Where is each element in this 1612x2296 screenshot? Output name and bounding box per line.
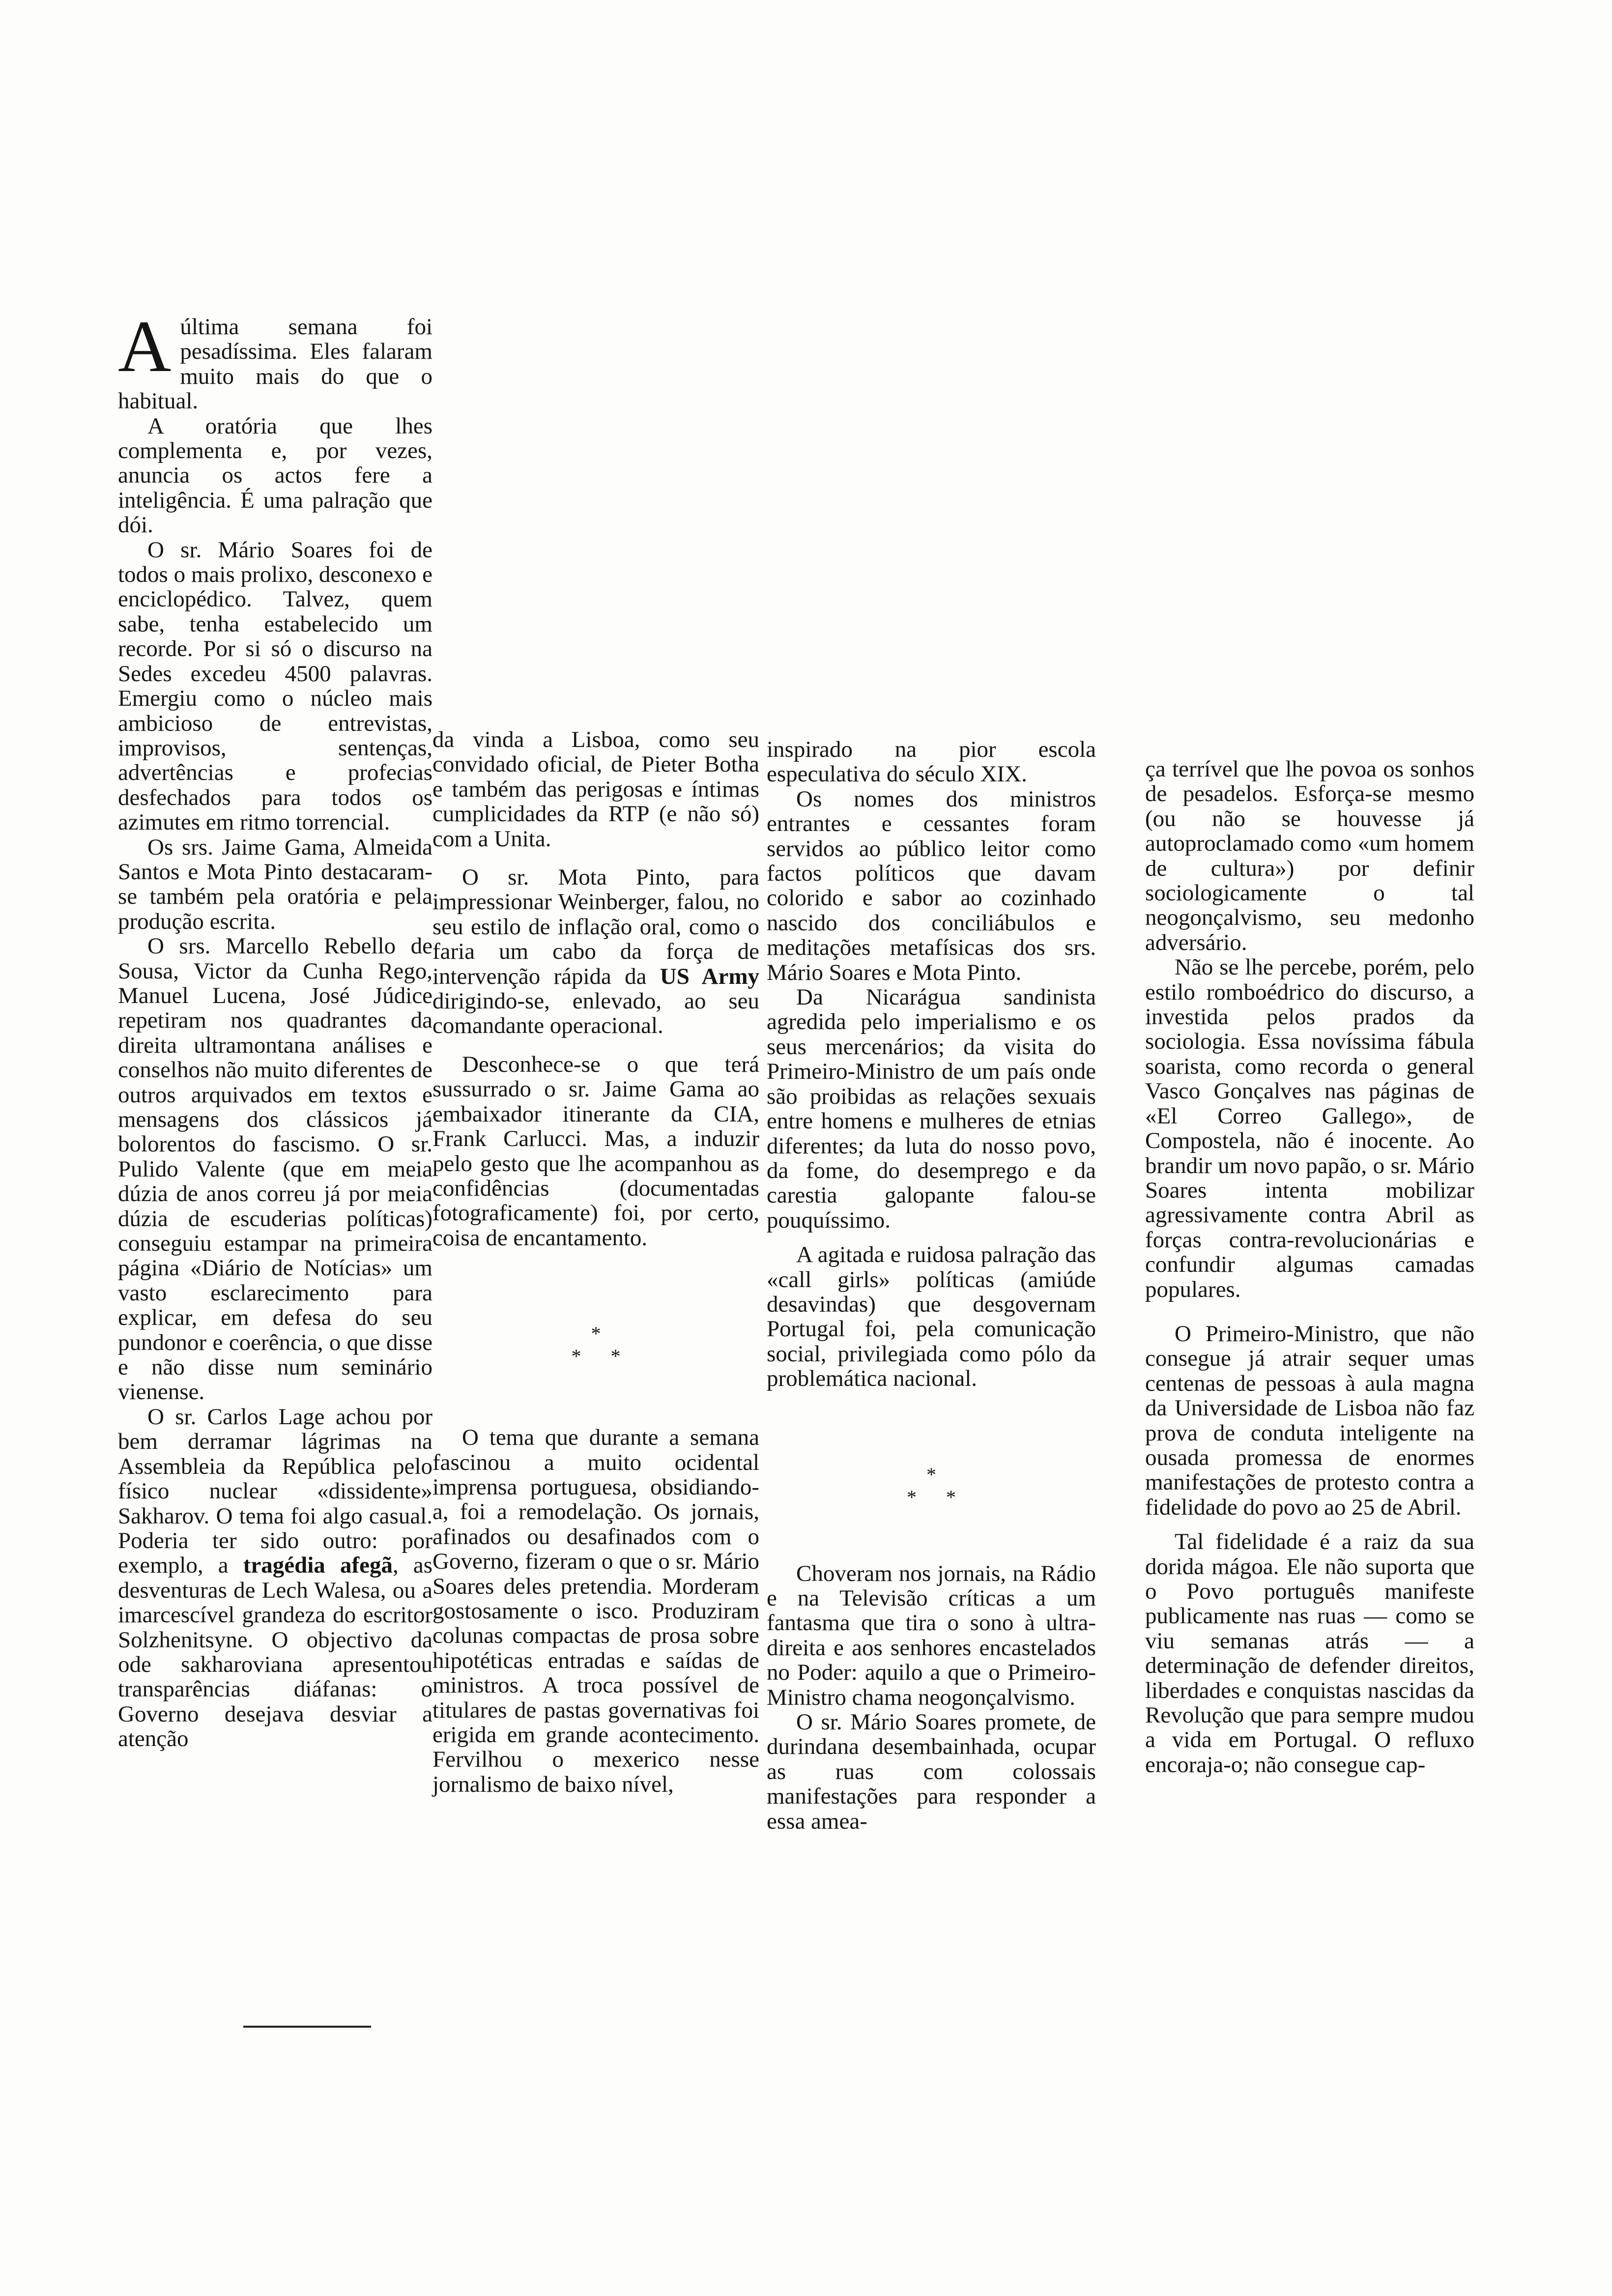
asterism-star: * (926, 1463, 966, 1486)
article-paragraph: O sr. Carlos Lage achou por bem derramar lágrimas na Assembleia da República pelo físico nuclear «dissidente» Sakharov. O tema foi algo casual. Poderia ter sido outro: por exemplo, a tragédia afegã, as desventuras de Lech Walesa, ou a imarcescível grandeza do escritor Solzhenitsyne. O objectivo da ode sakharoviana apresentou transparências diáfanas: o Governo desejava desviar a atenção (118, 1404, 433, 1752)
asterism-star: * (610, 1345, 650, 1368)
article-paragraph: inspirado na pior escola especulativa do século XIX. (767, 737, 1096, 787)
article-paragraph: A agitada e ruidosa palração das «call girls» políticas (amiúde desavindas) que desgovernam Portugal foi, pela comunicação social, privilegiada como pólo da problemática nacional. (767, 1242, 1096, 1392)
bold-phrase: US Army (660, 963, 759, 989)
article-paragraph: O tema que durante a semana fascinou a muito ocidental imprensa portuguesa, obsidiando-a, foi a remodelação. Os jornais, afinados ou desafinados com o Governo, fizeram o que o sr. Mário Soares deles pretendia. Morderam gostosamente o isco. Produziram colunas compactas de prosa sobre hipotéticas entradas e saídas de ministros. A troca possível de titulares de pastas governativas foi erigida em grande acontecimento. Fervilhou o mexerico nesse jornalismo de baixo nível, (432, 1425, 759, 1797)
article-paragraph: da vinda a Lisboa, como seu convidado oficial, de Pieter Botha e também das perigosas e íntimas cumplicidades da RTP (e não só) com a Unita. (432, 727, 759, 852)
article-paragraph: O sr. Mota Pinto, para impressionar Weinberger, falou, no seu estilo de inflação oral, como o faria um cabo da força de intervenção rápida da US Army dirigindo-se, enlevado, ao seu comandante operacional. (432, 864, 759, 1039)
article-paragraph: ça terrível que lhe povoa os sonhos de pesadelos. Esforça-se mesmo (ou não se houvesse já autoproclamado como «um homem de cultura») por definir sociologicamente o tal neogonçalvismo, seu medonho adversário. (1145, 756, 1474, 955)
asterism-star: * (946, 1486, 985, 1508)
article-paragraph: Choveram nos jornais, na Rádio e na Televisão críticas a um fantasma que tira o sono à ultra-direita e aos senhores encastelados no Poder: aquilo a que o Primeiro-Ministro chama neogonçalvismo. (767, 1560, 1096, 1710)
article-paragraph: O sr. Mário Soares promete, de durindana desembainhada, ocupar as ruas com colossais manifestações para responder a essa amea- (767, 1709, 1096, 1834)
asterism-separator (432, 1324, 759, 1366)
article-column-1 (118, 306, 433, 1752)
article-paragraph: Da Nicarágua sandinista agredida pelo imperialismo e os seus mercenários; da visita do Primeiro-Ministro de um país onde são proibidas as relações sexuais entre homens e mulheres de etnias diferentes; da luta do nosso povo, da fome, do desemprego e da carestia galopante falou-se pouquíssimo. (767, 984, 1096, 1233)
column-end-rule (243, 2026, 371, 2028)
article-paragraph: A oratória que lhes complementa e, por vezes, anuncia os actos fere a inteligência. É uma palração que dói. (118, 413, 432, 538)
asterism-star: * (591, 1322, 631, 1345)
article-paragraph: Desconhece-se o que terá sussurrado o sr. Jaime Gama ao embaixador itinerante da CIA, Frank Carlucci. Mas, a induzir pelo gesto que lhe acompanhou as confidências (documentadas fotograficamente) foi, por certo, coisa de encantamento. (432, 1051, 759, 1251)
asterism-separator (767, 1465, 1096, 1507)
article-column-3 (767, 737, 1096, 1834)
bold-phrase: tragédia afegã (243, 1552, 393, 1578)
article-paragraph: Tal fidelidade é a raiz da sua dorida mágoa. Ele não suporta que o Povo português manifeste publicamente nas ruas — como se viu semanas atrás — a determinação de defender direitos, liberdades e conquistas nascidas da Revolução que para sempre mudou a vida em Portugal. O refluxo encoraja-o; não consegue cap- (1145, 1529, 1474, 1778)
article-paragraph: Os srs. Jaime Gama, Almeida Santos e Mota Pinto destacaram-se também pela oratória e pela produção escrita. (118, 834, 432, 934)
article-paragraph: O Primeiro-Ministro, que não consegue já atrair sequer umas centenas de pessoas à aula magna da Universidade de Lisboa não faz prova de conduta inteligente na ousada promessa de enormes manifestações de protesto contra a fidelidade do povo ao 25 de Abril. (1145, 1320, 1474, 1520)
drop-cap: A (118, 306, 172, 387)
asterism-star: * (907, 1486, 946, 1508)
article-paragraph: Não se lhe percebe, porém, pelo estilo romboédrico do discurso, a investida pelos prados da sociologia. Essa novíssima fábula soarista, como recorda o general Vasco Gonçalves nas páginas de «El Correo Gallego», de Compostela, não é inocente. Ao brandir um novo papão, o sr. Mário Soares intenta mobilizar agressivamente contra Abril as forças contra-revolucionárias e confundir algumas camadas populares. (1145, 954, 1474, 1302)
article-column-4 (1145, 757, 1474, 1777)
article-column-2 (432, 727, 759, 1797)
article-paragraph: O sr. Mário Soares foi de todos o mais prolixo, desconexo e enciclopédico. Talvez, quem sabe, tenha estabelecido um recorde. Por si só o discurso na Sedes excedeu 4500 palavras. Emergiu como o núcleo mais ambicioso de entrevistas, improvisos, sentenças, advertências e profecias desfechados para todos os azimutes em ritmo torrencial. (118, 537, 432, 835)
article-paragraph: Os nomes dos ministros entrantes e cessantes foram servidos ao público leitor como factos políticos que davam colorido e sabor ao cozinhado nascido dos conciliábulos e meditações metafísicas dos srs. Mário Soares e Mota Pinto. (767, 786, 1096, 985)
article-paragraph: Aúltima semana foi pesadíssima. Eles falaram muito mais do que o habitual. (118, 306, 432, 414)
article-paragraph: O srs. Marcello Rebello de Sousa, Victor da Cunha Rego, Manuel Lucena, José Júdice repetiram nos quadrantes da direita ultramontana análises e conselhos não muito diferentes de outros arquivados em textos e mensagens dos clássicos já bolorentos do fascismo. O sr. Pulido Valente (que em meia dúzia de anos correu já por meia dúzia de escuderias políticas) conseguiu estampar na primeira página «Diário de Notícias» um vasto esclarecimento para explicar, em defesa do seu pundonor e coerência, o que disse e não disse num seminário vienense. (118, 933, 432, 1405)
asterism-star: * (571, 1345, 611, 1368)
